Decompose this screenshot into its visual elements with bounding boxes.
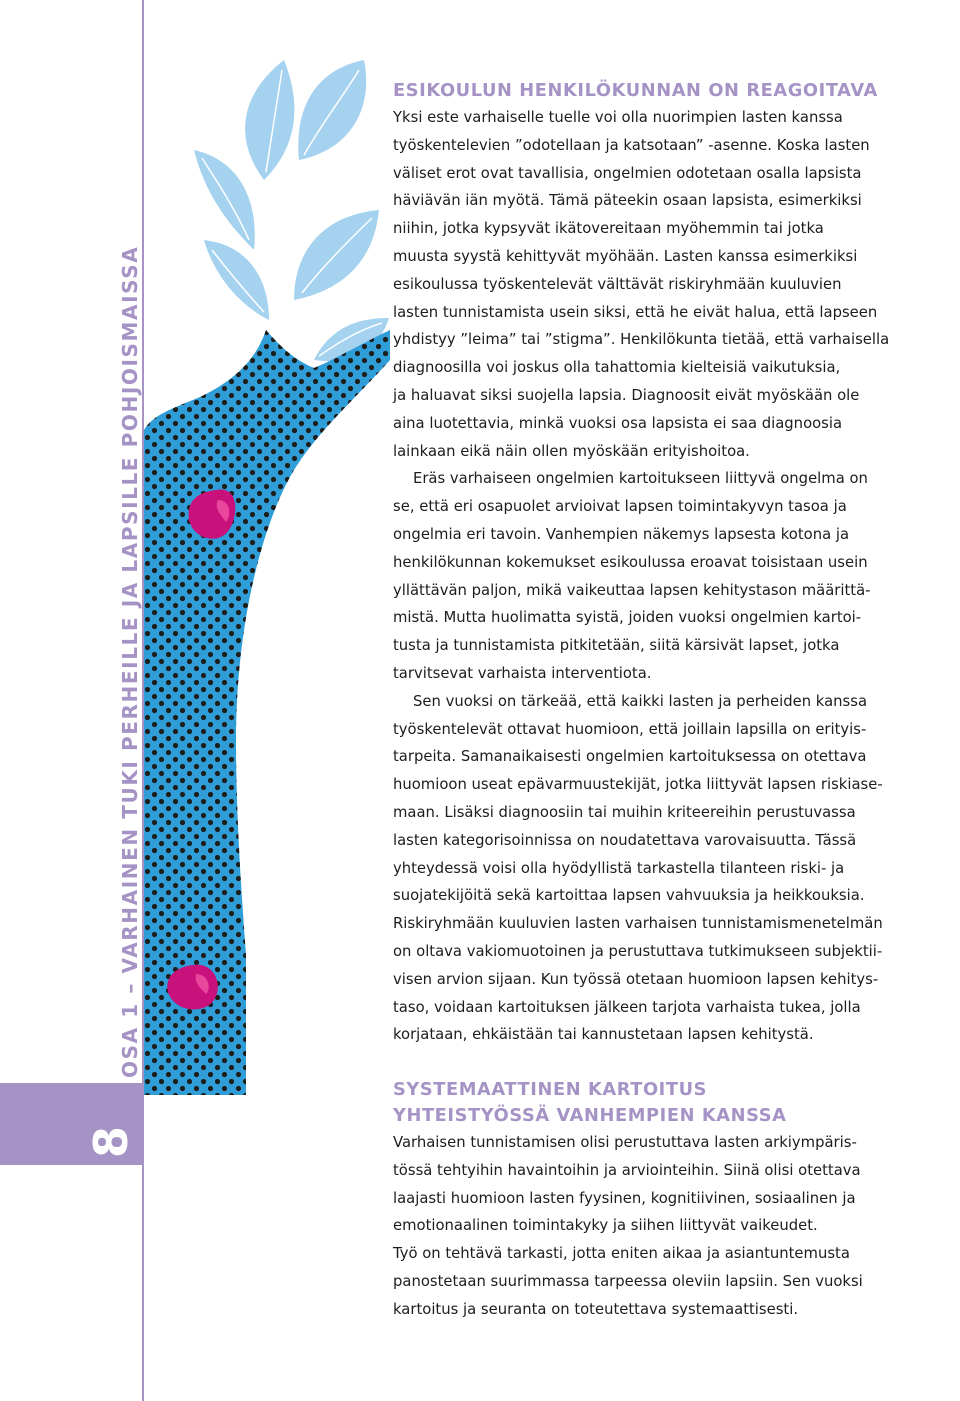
text-line: Työ on tehtävä tarkasti, jotta eniten aikaa ja asiantuntemusta — [393, 1245, 850, 1263]
text-line: huomioon useat epävarmuustekijät, jotka liittyvät lapsen riskiase- — [393, 776, 883, 794]
text-line: aina luotettavia, minkä vuoksi osa lapsista ei saa diagnoosia — [393, 414, 843, 432]
text-line: korjataan, ehkäistään tai kannustetaan lapsen kehitystä. — [393, 1026, 814, 1044]
text-line: yhteydessä voisi olla hyödyllistä tarkastella tilanteen riski- ja — [393, 859, 845, 877]
text-line: lainkaan eikä näin ollen myöskään erityishoitoa. — [393, 442, 750, 460]
text-line: Eräs varhaiseen ongelmien kartoitukseen liittyvä ongelma on — [413, 470, 868, 488]
section-running-title: OSA 1 – VARHAINEN TUKI PERHEILLE JA LAPSILLE POHJOISMAISSA — [118, 245, 142, 1078]
text-line: ja haluavat siksi suojella lapsia. Diagnoosit eivät myöskään ole — [393, 386, 860, 404]
tree-illustration — [144, 0, 390, 1100]
text-line: lasten kategorisoinnissa on noudatettava varovaisuutta. Tässä — [393, 831, 857, 849]
text-line: diagnoosilla voi joskus olla tahattomia kielteisiä vaikutuksia, — [393, 359, 841, 377]
text-line: panostetaan suurimmassa tarpeessa oleviin lapsiin. Sen vuoksi — [393, 1273, 863, 1291]
page-number: 8 — [84, 1125, 138, 1158]
text-line: tarvitsevat varhaista interventiota. — [393, 664, 652, 682]
text-line: väliset erot ovat tavallisia, ongelmien odotetaan osalla lapsista — [393, 164, 862, 182]
text-line: Varhaisen tunnistamisen olisi perustuttava lasten arkiympäris- — [393, 1134, 857, 1152]
text-line: henkilökunnan kokemukset esikoulussa eroavat toisistaan usein — [393, 553, 868, 571]
paragraph — [393, 1129, 958, 1324]
paragraph — [393, 104, 958, 465]
text-line: laajasti huomioon lasten fyysinen, kognitiivinen, sosiaalinen ja — [393, 1189, 856, 1207]
heading-line: YHTEISTYÖSSÄ VANHEMPIEN KANSSA — [393, 1105, 787, 1127]
leaf-group — [194, 60, 389, 361]
heading-line: SYSTEMAATTINEN KARTOITUS — [393, 1079, 708, 1101]
text-line: muusta syystä kehittyvät myöhään. Lasten kanssa esimerkiksi — [393, 247, 858, 265]
text-line: se, että eri osapuolet arvioivat lapsen toimintakyvyn tasoa ja — [393, 498, 847, 516]
section-heading-esikoulu: ESIKOULUN HENKILÖKUNNAN ON REAGOITAVA — [393, 80, 878, 101]
text-line: työskentelevät ottavat huomioon, että joillain lapsilla on erityis- — [393, 720, 867, 738]
text-line: Sen vuoksi on tärkeää, että kaikki lasten ja perheiden kanssa — [413, 692, 868, 710]
text-line: esikoulussa työskentelevät välttävät riskiryhmään kuuluvien — [393, 275, 842, 293]
text-line: mistä. Mutta huolimatta syistä, joiden vuoksi ongelmien kartoi- — [393, 609, 862, 627]
text-line: niihin, jotka kypsyvät ikätovereitaan myöhemmin tai jotka — [393, 220, 824, 238]
text-line: työskentelevien ”odotellaan ja katsotaan” -asenne. Koska lasten — [393, 136, 870, 154]
text-line: lasten tunnistamista usein siksi, että he eivät halua, että lapseen — [393, 303, 878, 321]
main-content — [393, 78, 958, 1324]
text-line: tössä tehtyihin havaintoihin ja arviointeihin. Siinä olisi otettava — [393, 1161, 861, 1179]
text-line: Yksi este varhaiselle tuelle voi olla nuorimpien lasten kanssa — [393, 109, 843, 126]
text-line: kartoitus ja seuranta on toteutettava systemaattisesti. — [393, 1300, 799, 1318]
paragraph — [393, 465, 958, 687]
text-line: yllättävän paljon, mikä vaikeuttaa lapsen kehitystason määrittä- — [393, 581, 871, 599]
text-line: maan. Lisäksi diagnoosiin tai muihin kriteereihin perustuvassa — [393, 803, 856, 821]
text-line: ongelmia eri tavoin. Vanhempien näkemys lapsesta kotona ja — [393, 525, 850, 543]
section-heading-systemaattinen — [393, 1077, 958, 1129]
section-systemaattinen — [393, 1077, 958, 1324]
leaf-shape — [194, 150, 255, 250]
paragraph — [393, 688, 958, 1049]
text-line: Riskiryhmään kuuluvien lasten varhaisen tunnistamismenetelmän — [393, 915, 883, 933]
text-line: suojatekijöitä sekä kartoittaa lapsen vahvuuksia ja heikkouksia. — [393, 887, 865, 905]
text-line: häviävän iän myötä. Tämä päteekin osaan lapsista, esimerkiksi — [393, 192, 862, 210]
text-line: tusta ja tunnistamista pitkitetään, siitä kärsivät lapset, jotka — [393, 637, 840, 655]
text-line: taso, voidaan kartoituksen jälkeen tarjota varhaista tukea, jolla — [393, 998, 861, 1016]
text-line: visen arvion sijaan. Kun työssä otetaan huomioon lapsen kehitys- — [393, 970, 879, 988]
text-line: tarpeita. Samanaikaisesti ongelmien kartoituksessa on otettava — [393, 748, 867, 766]
text-line: yhdistyy ”leima” tai ”stigma”. Henkilökunta tietää, että varhaisella — [393, 331, 890, 349]
text-line: on oltava vakiomuotoinen ja perustuttava tutkimukseen subjektii- — [393, 942, 883, 960]
text-line: emotionaalinen toimintakyky ja siihen liittyvät vaikeudet. — [393, 1217, 818, 1235]
leaf-shape — [245, 60, 294, 180]
